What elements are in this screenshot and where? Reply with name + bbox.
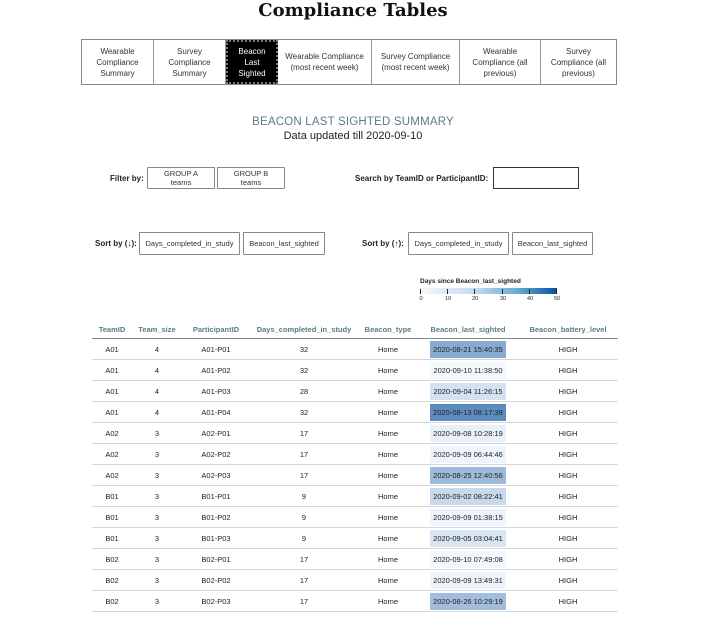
beacon-last-sighted-value: 2020-09-10 11:38:50: [430, 362, 505, 379]
beacon-last-sighted-cell: [418, 360, 518, 381]
beacon-last-sighted-cell: [418, 549, 518, 570]
legend-tick-label: 10: [444, 296, 452, 302]
battery-level-cell: HIGH: [518, 402, 618, 423]
beacon-type-cell: Home: [358, 549, 418, 570]
team-id-cell: A01: [92, 381, 132, 402]
summary-title: BEACON LAST SIGHTED SUMMARY: [252, 116, 454, 128]
sort-desc-label: Sort by (↓):: [95, 239, 137, 248]
tab-wearable-compliance-recent[interactable]: Wearable Compliance (most recent week): [278, 40, 372, 84]
search-input[interactable]: [493, 167, 579, 189]
table-header-row: [92, 320, 618, 339]
legend-tick: [556, 289, 557, 294]
team-id-cell: A02: [92, 444, 132, 465]
days-completed-cell: 9: [250, 507, 358, 528]
beacon-last-sighted-cell: [418, 486, 518, 507]
battery-level-cell: HIGH: [518, 444, 618, 465]
beacon-last-sighted-cell: [418, 570, 518, 591]
legend-tick: [447, 289, 448, 294]
legend-tick-label: 40: [526, 296, 534, 302]
days-completed-cell: 9: [250, 528, 358, 549]
team-size-cell: 3: [132, 465, 182, 486]
battery-level-cell: HIGH: [518, 339, 618, 360]
tab-wearable-compliance-previous[interactable]: Wearable Compliance (all previous): [460, 40, 541, 84]
battery-level-cell: HIGH: [518, 465, 618, 486]
team-id-cell: A01: [92, 360, 132, 381]
team-size-cell: 3: [132, 528, 182, 549]
table-row: [92, 507, 618, 528]
team-id-cell: A02: [92, 465, 132, 486]
days-completed-cell: 17: [250, 423, 358, 444]
team-size-cell: 3: [132, 591, 182, 612]
team-size-cell: 4: [132, 339, 182, 360]
table-row: [92, 381, 618, 402]
beacon-last-sighted-cell: [418, 591, 518, 612]
participant-id-cell: B01-P02: [182, 507, 250, 528]
battery-level-cell: HIGH: [518, 570, 618, 591]
beacon-type-cell: Home: [358, 507, 418, 528]
sort-desc-beacon-last-sighted-button[interactable]: Beacon_last_sighted: [243, 232, 325, 255]
column-header: ParticipantID: [182, 320, 250, 339]
table-row: [92, 444, 618, 465]
filter-label: Filter by:: [110, 174, 144, 183]
participant-id-cell: B02-P02: [182, 570, 250, 591]
legend-tick-label: 30: [499, 296, 507, 302]
team-size-cell: 4: [132, 360, 182, 381]
beacon-last-sighted-value: 2020-09-09 13:49:31: [430, 572, 506, 589]
beacon-table: [92, 320, 618, 612]
legend-title: Days since Beacon_last_sighted: [420, 278, 521, 285]
beacon-last-sighted-value: 2020-09-09 06:44:46: [430, 446, 506, 463]
column-header: Beacon_type: [358, 320, 418, 339]
participant-id-cell: A02-P03: [182, 465, 250, 486]
tab-beacon-last-sighted[interactable]: Beacon Last Sighted: [226, 40, 278, 84]
beacon-last-sighted-value: 2020-09-09 01:38:15: [430, 509, 506, 526]
beacon-last-sighted-cell: [418, 444, 518, 465]
battery-level-cell: HIGH: [518, 423, 618, 444]
participant-id-cell: B02-P01: [182, 549, 250, 570]
beacon-type-cell: Home: [358, 402, 418, 423]
team-size-cell: 3: [132, 549, 182, 570]
column-header: Beacon_battery_level: [518, 320, 618, 339]
column-header: Beacon_last_sighted: [418, 320, 518, 339]
beacon-last-sighted-value: 2020-09-04 11:26:15: [430, 383, 505, 400]
tab-bar: [81, 39, 617, 85]
beacon-last-sighted-value: 2020-09-08 10:28:19: [430, 425, 506, 442]
column-header: Team_size: [132, 320, 182, 339]
beacon-last-sighted-value: 2020-09-10 07:49:08: [430, 551, 506, 568]
column-header: TeamID: [92, 320, 132, 339]
participant-id-cell: A02-P02: [182, 444, 250, 465]
table-row: [92, 528, 618, 549]
sort-asc-label: Sort by (↑):: [362, 239, 404, 248]
beacon-last-sighted-cell: [418, 339, 518, 360]
team-size-cell: 4: [132, 381, 182, 402]
beacon-type-cell: Home: [358, 528, 418, 549]
group-a-filter-button[interactable]: GROUP A teams: [147, 167, 215, 189]
team-id-cell: A01: [92, 402, 132, 423]
team-id-cell: B01: [92, 486, 132, 507]
beacon-last-sighted-value: 2020-08-26 10:29:19: [430, 593, 506, 610]
beacon-last-sighted-value: 2020-09-02 08:22:41: [430, 488, 506, 505]
table-row: [92, 465, 618, 486]
search-label: Search by TeamID or ParticipantID:: [355, 174, 489, 183]
battery-level-cell: HIGH: [518, 591, 618, 612]
team-size-cell: 3: [132, 486, 182, 507]
beacon-type-cell: Home: [358, 591, 418, 612]
team-id-cell: A02: [92, 423, 132, 444]
beacon-type-cell: Home: [358, 339, 418, 360]
beacon-last-sighted-cell: [418, 402, 518, 423]
page-title: Compliance Tables: [258, 0, 448, 21]
battery-level-cell: HIGH: [518, 360, 618, 381]
beacon-type-cell: Home: [358, 570, 418, 591]
days-completed-cell: 28: [250, 381, 358, 402]
participant-id-cell: A01-P02: [182, 360, 250, 381]
battery-level-cell: HIGH: [518, 381, 618, 402]
beacon-last-sighted-value: 2020-08-21 15:40:35: [430, 341, 506, 358]
table-body: [92, 339, 618, 612]
beacon-last-sighted-cell: [418, 423, 518, 444]
legend-tick: [420, 289, 421, 294]
beacon-type-cell: Home: [358, 486, 418, 507]
team-id-cell: B02: [92, 549, 132, 570]
beacon-last-sighted-cell: [418, 381, 518, 402]
participant-id-cell: B01-P01: [182, 486, 250, 507]
sort-asc-beacon-last-sighted-button[interactable]: Beacon_last_sighted: [512, 232, 593, 255]
battery-level-cell: HIGH: [518, 486, 618, 507]
team-size-cell: 3: [132, 444, 182, 465]
team-size-cell: 3: [132, 570, 182, 591]
team-id-cell: B01: [92, 528, 132, 549]
days-completed-cell: 9: [250, 486, 358, 507]
days-completed-cell: 32: [250, 402, 358, 423]
battery-level-cell: HIGH: [518, 528, 618, 549]
days-completed-cell: 17: [250, 549, 358, 570]
beacon-type-cell: Home: [358, 381, 418, 402]
table-row: [92, 339, 618, 360]
tab-survey-compliance-previous[interactable]: Survey Compliance (all previous): [541, 40, 616, 84]
beacon-last-sighted-value: 2020-09-05 03:04:41: [430, 530, 506, 547]
beacon-last-sighted-cell: [418, 465, 518, 486]
legend-tick-label: 50: [553, 296, 561, 302]
team-size-cell: 3: [132, 423, 182, 444]
table-row: [92, 423, 618, 444]
team-id-cell: B02: [92, 570, 132, 591]
team-id-cell: B02: [92, 591, 132, 612]
legend-tick: [474, 289, 475, 294]
legend-tick: [502, 289, 503, 294]
days-completed-cell: 32: [250, 339, 358, 360]
participant-id-cell: A02-P01: [182, 423, 250, 444]
beacon-type-cell: Home: [358, 465, 418, 486]
group-b-filter-button[interactable]: GROUP B teams: [217, 167, 285, 189]
beacon-type-cell: Home: [358, 444, 418, 465]
team-size-cell: 4: [132, 402, 182, 423]
table-row: [92, 360, 618, 381]
tab-survey-compliance-recent[interactable]: Survey Compliance (most recent week): [372, 40, 460, 84]
sort-asc-days-completed-button[interactable]: Days_completed_in_study: [408, 232, 509, 255]
beacon-last-sighted-value: 2020-08-25 12:40:56: [430, 467, 506, 484]
legend-tick-label: 20: [471, 296, 479, 302]
beacon-last-sighted-cell: [418, 507, 518, 528]
table-row: [92, 591, 618, 612]
column-header: Days_completed_in_study: [250, 320, 358, 339]
beacon-type-cell: Home: [358, 423, 418, 444]
table-row: [92, 402, 618, 423]
table-row: [92, 549, 618, 570]
participant-id-cell: B01-P03: [182, 528, 250, 549]
legend-color-bar: [420, 288, 557, 294]
days-completed-cell: 17: [250, 465, 358, 486]
days-completed-cell: 17: [250, 444, 358, 465]
beacon-last-sighted-cell: [418, 528, 518, 549]
team-id-cell: B01: [92, 507, 132, 528]
days-completed-cell: 17: [250, 570, 358, 591]
table-row: [92, 486, 618, 507]
legend-tick: [529, 289, 530, 294]
participant-id-cell: B02-P03: [182, 591, 250, 612]
beacon-last-sighted-value: 2020-08-13 08:17:39: [430, 404, 506, 421]
team-size-cell: 3: [132, 507, 182, 528]
legend-tick-label: 0: [419, 296, 423, 302]
tab-wearable-compliance-summary[interactable]: Wearable Compliance Summary: [82, 40, 154, 84]
days-completed-cell: 32: [250, 360, 358, 381]
days-completed-cell: 17: [250, 591, 358, 612]
beacon-type-cell: Home: [358, 360, 418, 381]
team-id-cell: A01: [92, 339, 132, 360]
battery-level-cell: HIGH: [518, 507, 618, 528]
participant-id-cell: A01-P04: [182, 402, 250, 423]
summary-subtitle: Data updated till 2020-09-10: [283, 130, 423, 142]
participant-id-cell: A01-P01: [182, 339, 250, 360]
sort-desc-days-completed-button[interactable]: Days_completed_in_study: [139, 232, 240, 255]
battery-level-cell: HIGH: [518, 549, 618, 570]
table-row: [92, 570, 618, 591]
tab-survey-compliance-summary[interactable]: Survey Compliance Summary: [154, 40, 226, 84]
participant-id-cell: A01-P03: [182, 381, 250, 402]
